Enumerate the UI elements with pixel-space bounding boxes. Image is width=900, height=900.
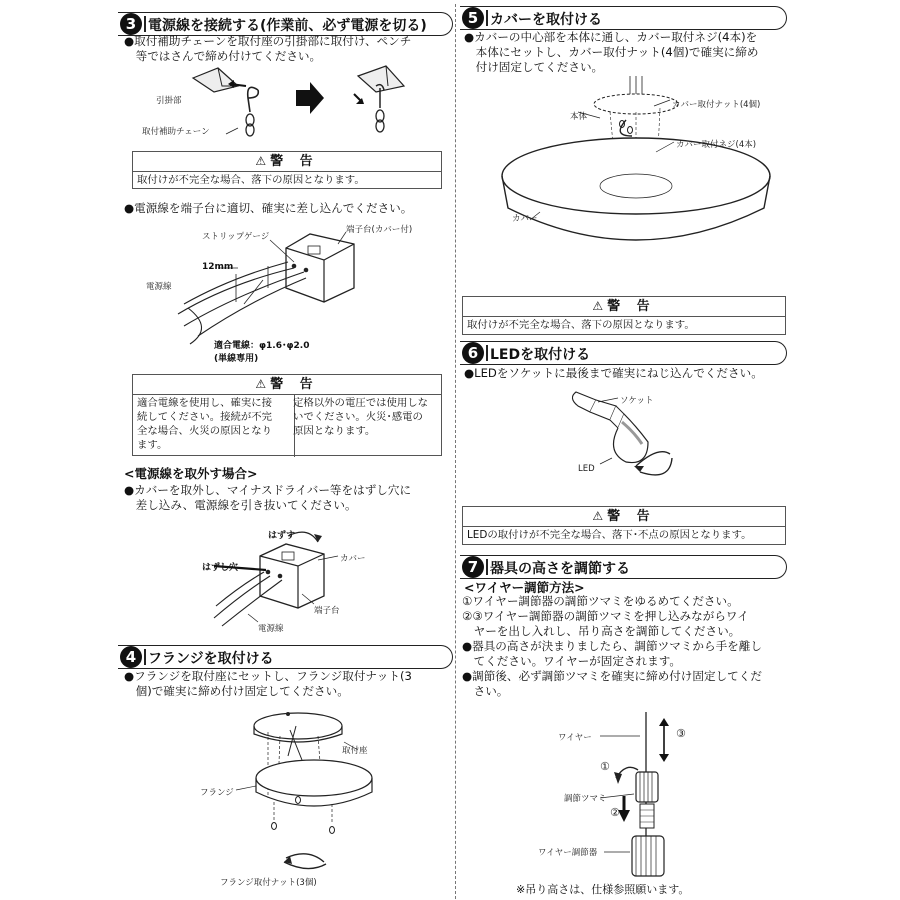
line: ①ワイヤー調節器の調節ツマミをゆるめてください。 <box>462 594 739 608</box>
warning-title: 警 告 <box>607 509 656 524</box>
section-6-number: 6 <box>462 342 484 364</box>
warning-triangle-icon: ⚠ <box>592 299 604 313</box>
label-power-wire-2: 電源線 <box>258 624 284 634</box>
section-3-title: 電源線を接続する(作業前、必ず電源を切る) <box>148 18 427 34</box>
suspension-height-note: ※吊り高さは、仕様参照願います。 <box>516 883 690 896</box>
warning-title: 警 告 <box>270 377 319 392</box>
label-cover-nut: カバー取付ナット(4個) <box>672 100 761 110</box>
warning-header <box>133 375 441 395</box>
section-3-number: 3 <box>120 13 142 35</box>
left-column <box>118 0 454 900</box>
label-cover-screw: カバー取付ネジ(4本) <box>676 140 757 150</box>
line: 定格以外の電圧では使用しな <box>293 397 429 409</box>
header-bar <box>144 16 146 32</box>
warning-text: LEDの取付けが不完全な場合、落下･不点の原因となります。 <box>467 529 752 541</box>
warning-text: 取付けが不完全な場合、落下の原因となります。 <box>467 319 695 331</box>
section-3-instruction-1 <box>124 34 411 64</box>
line: ●カバーの中心部を本体に通し、カバー取付ネジ(4本)を <box>464 30 758 44</box>
label-cover: カバー <box>340 554 366 564</box>
line: さい。 <box>462 684 509 698</box>
label-wire: ワイヤー <box>558 733 592 743</box>
section-7-header <box>460 555 787 579</box>
label-socket: ソケット <box>620 396 654 406</box>
line: ●カバーを取外し、マイナスドライバー等をはずし穴に <box>124 483 412 497</box>
line: いでください。火災･感電の <box>293 411 423 423</box>
label-flange: フランジ <box>200 788 234 798</box>
header-bar <box>486 10 488 26</box>
column-divider <box>455 4 456 899</box>
wire-adjuster-illustration <box>460 712 790 892</box>
warning-triangle-icon: ⚠ <box>592 509 604 523</box>
line: 原因となります。 <box>293 425 376 437</box>
label-remove: はずす <box>268 531 296 541</box>
section-6-title: LEDを取付ける <box>490 347 591 363</box>
subheading-wire-adjust: <ワイヤー調節方法> <box>464 580 585 595</box>
warning-box-4 <box>462 506 786 545</box>
label-single-wire-only: (単線専用) <box>214 354 259 364</box>
section-4-number: 4 <box>120 646 142 668</box>
label-strip-gauge: ストリップゲージ <box>202 232 270 242</box>
line: ②③ワイヤー調節器の調節ツマミを押し込みながらワイ <box>462 609 749 623</box>
line: てください。ワイヤーが固定されます。 <box>462 654 682 668</box>
section-7-title: 器具の高さを調節する <box>490 561 630 577</box>
section-6-instruction: ●LEDをソケットに最後まで確実にねじ込んでください。 <box>464 366 763 380</box>
section-7-number: 7 <box>462 556 484 578</box>
subheading-remove-wire: <電源線を取外す場合> <box>124 466 258 481</box>
flange-illustration <box>118 702 448 882</box>
section-3-instruction-3 <box>124 483 411 513</box>
section-6-header <box>460 341 787 365</box>
warning-box-2 <box>132 374 442 456</box>
line: 全な場合、火災の原因となり <box>137 425 273 437</box>
line: 続してください。接続が不完 <box>137 411 273 423</box>
warning-box-1 <box>132 151 442 189</box>
label-flange-nut: フランジ取付ナット(3個) <box>220 878 317 888</box>
label-terminal-cover: 端子台(カバー付) <box>346 225 413 235</box>
label-body: 本体 <box>570 112 588 122</box>
section-3-header <box>118 12 453 36</box>
label-adjust-knob: 調節ツマミ <box>564 794 607 804</box>
warning-header <box>133 152 441 172</box>
warning-title: 警 告 <box>270 154 319 169</box>
line: ●取付補助チェーンを取付座の引掛部に取付け、ペンチ <box>124 34 412 48</box>
warning-header <box>463 507 785 527</box>
line: ヤーを出し入れし、吊り高さを調節してください。 <box>462 624 741 638</box>
line: ●フランジを取付座にセットし、フランジ取付ナット(3 <box>124 669 412 683</box>
section-3-instruction-2: ●電源線を端子台に適切、確実に差し込んでください。 <box>124 201 413 215</box>
line: ます。 <box>137 439 168 451</box>
section-4-header <box>118 645 453 669</box>
header-bar <box>486 559 488 575</box>
warning-text: 取付けが不完全な場合、落下の原因となります。 <box>137 174 365 186</box>
header-bar <box>486 345 488 361</box>
warning-title: 警 告 <box>607 299 656 314</box>
section-5-title: カバーを取付ける <box>490 12 602 28</box>
label-step-3: ③ <box>676 727 686 740</box>
section-4-instruction <box>124 669 412 699</box>
section-5-header <box>460 6 787 30</box>
warning-triangle-icon: ⚠ <box>255 377 267 391</box>
label-step-1: ① <box>600 760 610 773</box>
right-column <box>460 0 788 900</box>
warning-right-text <box>289 395 447 439</box>
section-4-title: フランジを取付ける <box>148 651 274 667</box>
line: 個)で確実に締め付け固定してください。 <box>124 684 349 698</box>
label-12mm: 12mm <box>202 262 234 272</box>
label-wire-adjuster: ワイヤー調節器 <box>538 848 598 858</box>
line: ●器具の高さが決まりましたら、調節ツマミから手を離し <box>462 639 762 653</box>
label-mounting-seat: 取付座 <box>342 746 368 756</box>
line: 付け固定してください。 <box>464 60 604 74</box>
label-chain: 取付補助チェーン <box>142 127 210 137</box>
section-5-number: 5 <box>462 7 484 29</box>
label-step-2: ② <box>610 806 620 819</box>
label-terminal: 端子台 <box>314 606 340 616</box>
section-7-instructions <box>462 594 762 699</box>
line: 等ではさんで締め付けてください。 <box>124 49 322 63</box>
line: 適合電線を使用し、確実に接 <box>137 397 273 409</box>
warning-triangle-icon: ⚠ <box>255 154 267 168</box>
header-bar <box>144 649 146 665</box>
label-compatible-wire: 適合電線：φ1.6･φ2.0 <box>214 341 310 351</box>
line: ●調節後、必ず調節ツマミを確実に締め付け固定してくだ <box>462 669 762 683</box>
label-cover: カバー <box>512 214 538 224</box>
section-5-instruction <box>464 30 758 75</box>
label-power-wire: 電源線 <box>146 282 172 292</box>
warning-box-3 <box>462 296 786 335</box>
label-removal-hole: はずし穴 <box>202 563 239 573</box>
warning-left-text <box>133 395 295 457</box>
warning-header <box>463 297 785 317</box>
label-hook: 引掛部 <box>156 96 182 106</box>
line: 本体にセットし、カバー取付ナット(4個)で確実に締め <box>464 45 759 59</box>
label-led: LED <box>578 464 595 474</box>
line: 差し込み、電源線を引き抜いてください。 <box>124 498 357 512</box>
